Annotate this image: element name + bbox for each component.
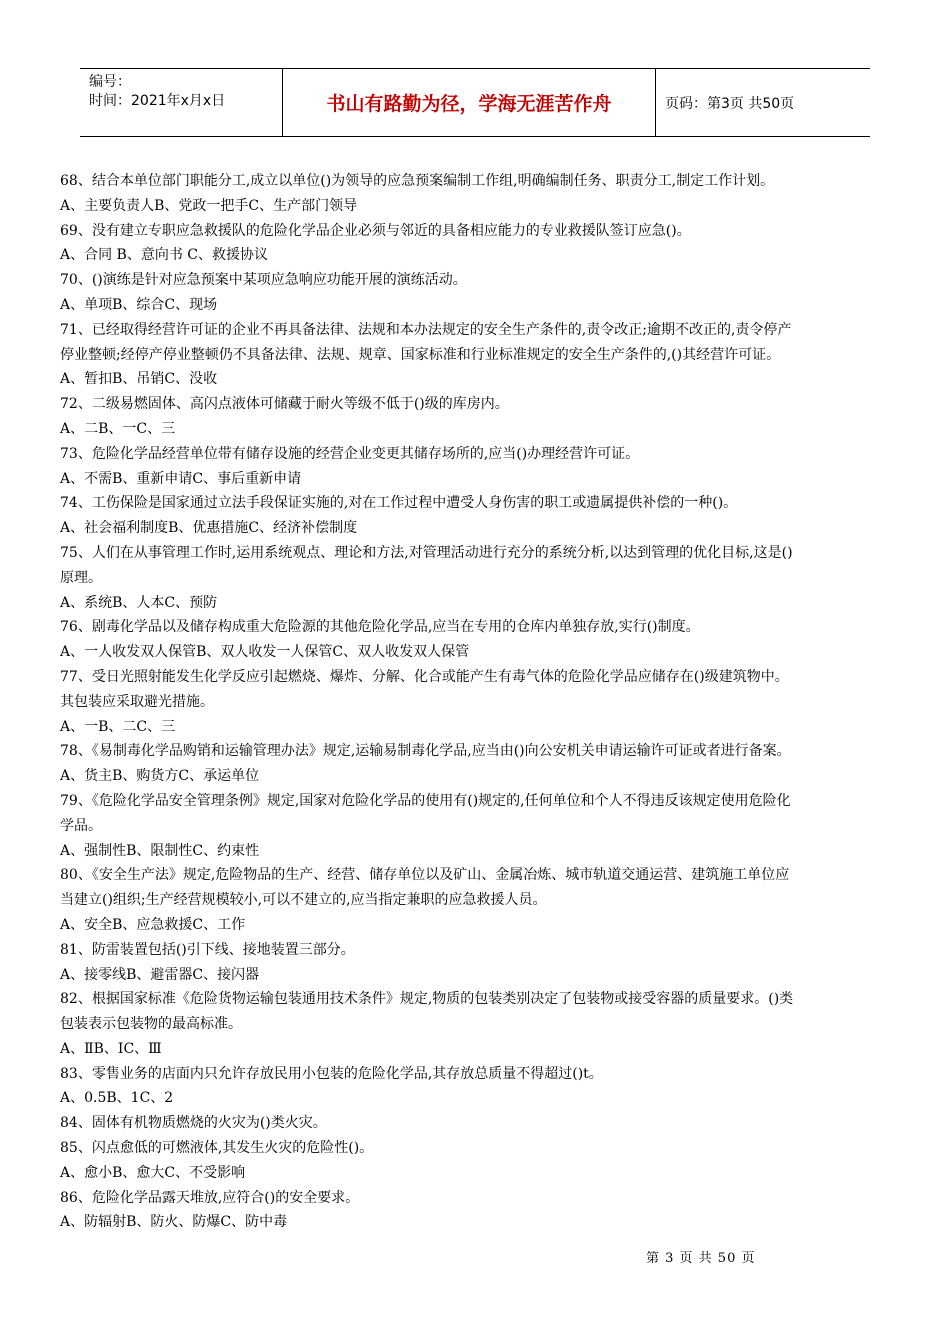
text-line: A、接零线B、避雷器C、接闪器 — [60, 966, 260, 983]
text-line: 77、受日光照射能发生化学反应引起燃烧、爆炸、分解、化合或能产生有毒气体的危险化学品应储存在()级建筑物中。 — [60, 668, 789, 685]
text-line: 其包装应采取避光措施。 — [60, 693, 214, 710]
text-line: A、货主B、购货方C、承运单位 — [60, 768, 260, 785]
question-list — [60, 169, 895, 1235]
document-number: 编号： — [89, 74, 131, 90]
header-motto: 书山有路勤为径，学海无涯苦作舟 — [283, 69, 656, 136]
text-line: 82、根据国家标准《危险货物运输包装通用技术条件》规定,物质的包装类别决定了包装物或接受容器的质量要求。()类 — [60, 991, 794, 1008]
text-line: 69、没有建立专职应急救援队的危险化学品企业必须与邻近的具备相应能力的专业救援队签订应急()。 — [60, 222, 691, 239]
text-line: 71、已经取得经营许可证的企业不再具备法律、法规和本办法规定的安全生产条件的,责令改正;逾期不改正的,责令停产 — [60, 321, 792, 338]
text-line: 85、闪点愈低的可燃液体,其发生火灾的危险性()。 — [60, 1140, 374, 1157]
text-line: 学品。 — [60, 817, 102, 834]
text-line: A、安全B、应急救援C、工作 — [60, 916, 246, 933]
text-line: 78、《易制毒化学品购销和运输管理办法》规定,运输易制毒化学品,应当由()向公安机关申请运输许可证或者进行备案。 — [60, 743, 791, 760]
text-line: 80、《安全生产法》规定,危险物品的生产、经营、储存单位以及矿山、金属冶炼、城市轨道交通运营、建筑施工单位应 — [60, 867, 790, 884]
text-line: 81、防雷装置包括()引下线、接地装置三部分。 — [60, 941, 355, 958]
document-date: 时间：2021年x月x日 — [89, 93, 226, 109]
page-header — [80, 68, 870, 137]
header-page-number: 页码：第3页 共50页 — [665, 95, 795, 112]
text-line: A、合同 B、意向书 C、救援协议 — [60, 247, 269, 264]
page-footer: 第 3 页 共 50 页 — [646, 1251, 756, 1266]
text-line: 原理。 — [60, 569, 102, 586]
text-line: 86、危险化学品露天堆放,应符合()的安全要求。 — [60, 1189, 360, 1206]
text-line: A、强制性B、限制性C、约束性 — [60, 842, 260, 859]
text-line: A、愈小B、愈大C、不受影响 — [60, 1164, 246, 1181]
text-line: A、二B、一C、三 — [60, 420, 176, 437]
text-line: A、暂扣B、吊销C、没收 — [60, 371, 218, 388]
text-line: 76、剧毒化学品以及储存构成重大危险源的其他危险化学品,应当在专用的仓库内单独存放,实行()制度。 — [60, 619, 700, 636]
text-line: A、主要负责人B、党政一把手C、生产部门领导 — [60, 197, 358, 214]
text-line: A、不需B、重新申请C、事后重新申请 — [60, 470, 302, 487]
text-line: A、一B、二C、三 — [60, 718, 176, 735]
text-line: 83、零售业务的店面内只允许存放民用小包装的危险化学品,其存放总质量不得超过()t。 — [60, 1065, 603, 1082]
text-line: A、防辐射B、防火、防爆C、防中毒 — [60, 1214, 288, 1231]
text-line: A、单项B、综合C、现场 — [60, 296, 218, 313]
text-line: 79、《危险化学品安全管理条例》规定,国家对危险化学品的使用有()规定的,任何单位和个人不得违反该规定使用危险化 — [60, 792, 791, 809]
text-line: A、ⅡB、ⅠC、Ⅲ — [60, 1040, 162, 1057]
header-meta — [80, 69, 283, 136]
text-line: 74、工伤保险是国家通过立法手段保证实施的,对在工作过程中遭受人身伤害的职工或遗属提供补偿的一种()。 — [60, 495, 738, 512]
text-line: 73、危险化学品经营单位带有储存设施的经营企业变更其储存场所的,应当()办理经营许可证。 — [60, 445, 640, 462]
text-line: A、一人收发双人保管B、双人收发一人保管C、双人收发双人保管 — [60, 644, 470, 661]
text-line: A、社会福利制度B、优惠措施C、经济补偿制度 — [60, 520, 358, 537]
text-line: A、系统B、人本C、预防 — [60, 594, 218, 611]
text-line: 68、结合本单位部门职能分工,成立以单位()为领导的应急预案编制工作组,明确编制任务、职责分工,制定工作计划。 — [60, 173, 775, 189]
text-line: 停业整顿;经停产停业整顿仍不具备法律、法规、规章、国家标准和行业标准规定的安全生产条件的,()其经营许可证。 — [60, 346, 781, 363]
text-line: 72、二级易燃固体、高闪点液体可储藏于耐火等级不低于()级的库房内。 — [60, 396, 509, 413]
text-line: 包装表示包装物的最高标准。 — [60, 1016, 242, 1033]
text-line: 70、()演练是针对应急预案中某项应急响应功能开展的演练活动。 — [60, 272, 467, 289]
text-line: A、0.5B、1C、2 — [60, 1090, 174, 1107]
text-line: 75、人们在从事管理工作时,运用系统观点、理论和方法,对管理活动进行充分的系统分析,以达到管理的优化目标,这是() — [60, 544, 793, 561]
text-line: 84、固体有机物质燃烧的火灾为()类火灾。 — [60, 1115, 327, 1132]
text-line: 当建立()组织;生产经营规模较小,可以不建立的,应当指定兼职的应急救援人员。 — [60, 892, 547, 909]
